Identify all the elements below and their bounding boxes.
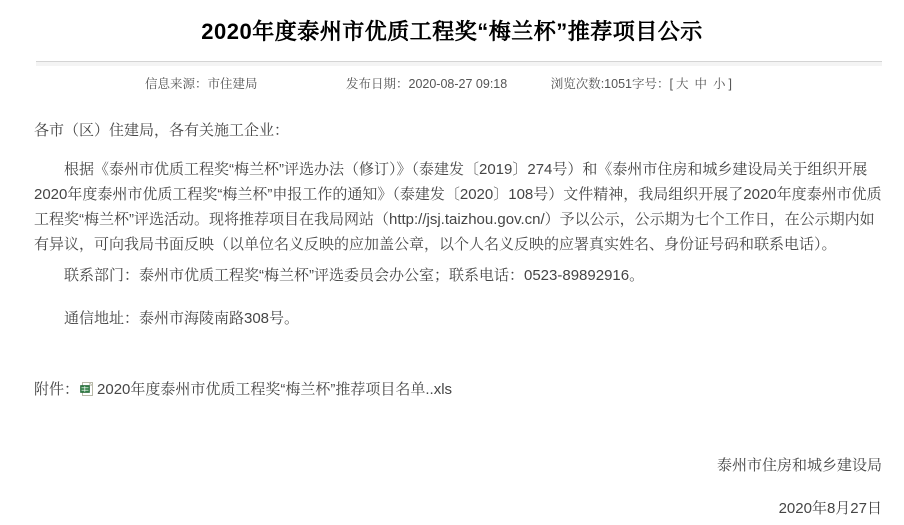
font-size-suffix: ] (728, 77, 732, 91)
page-title: 2020年度泰州市优质工程奖“梅兰杯”推荐项目公示 (201, 19, 703, 44)
view-count-label: 浏览次数:1051 (550, 77, 632, 91)
excel-file-icon (80, 379, 94, 404)
info-source-label: 信息来源：市住建局 (145, 77, 258, 91)
publish-date-label: 发布日期：2020-08-27 09:18 (346, 77, 508, 91)
signature-organization: 泰州市住房和城乡建设局 (716, 457, 882, 474)
attachment-row (34, 377, 882, 404)
font-size-medium-link[interactable]: 中 (694, 77, 707, 91)
address-paragraph: 通信地址：泰州市海陵南路308号。 (64, 310, 300, 327)
font-size-control (632, 77, 732, 91)
attachment-label: 附件： (34, 381, 80, 398)
announcement-body (34, 97, 882, 521)
meta-bar (0, 66, 904, 97)
font-size-small-link[interactable]: 小 (712, 77, 726, 91)
main-paragraph: 根据《泰州市优质工程奖“梅兰杯”评选办法（修订）》（泰建发〔2019〕274号）和《泰州市住房和城乡建设局关于组织开展2020年度泰州市优质工程奖“梅兰杯”申报工作的通知》（泰建发〔2020〕108号）文件精神，我局组织开展了2020年度泰州市优质工程奖“梅兰杯”评选活动。现将推荐项目在我局网站（http://jsj.taizhou.gov.cn/）予以公示，公示期为七个工作日，在公示期内如有异议，可向我局书面反映（以单位名义反映的应加盖公章，以个人名义反映的应署真实姓名、身份证号码和联系电话）。 (34, 161, 882, 253)
contact-paragraph: 联系部门：泰州市优质工程奖“梅兰杯”评选委员会办公室；联系电话：0523-89892916。 (64, 267, 645, 284)
salutation-line: 各市（区）住建局，各有关施工企业： (34, 122, 290, 139)
font-size-large-link[interactable]: 大 (675, 77, 689, 91)
font-size-prefix: 字号：[ (631, 77, 673, 91)
signature-date: 2020年8月27日 (778, 500, 882, 517)
attachment-file-link[interactable]: 2020年度泰州市优质工程奖“梅兰杯”推荐项目名单..xls (97, 381, 453, 398)
